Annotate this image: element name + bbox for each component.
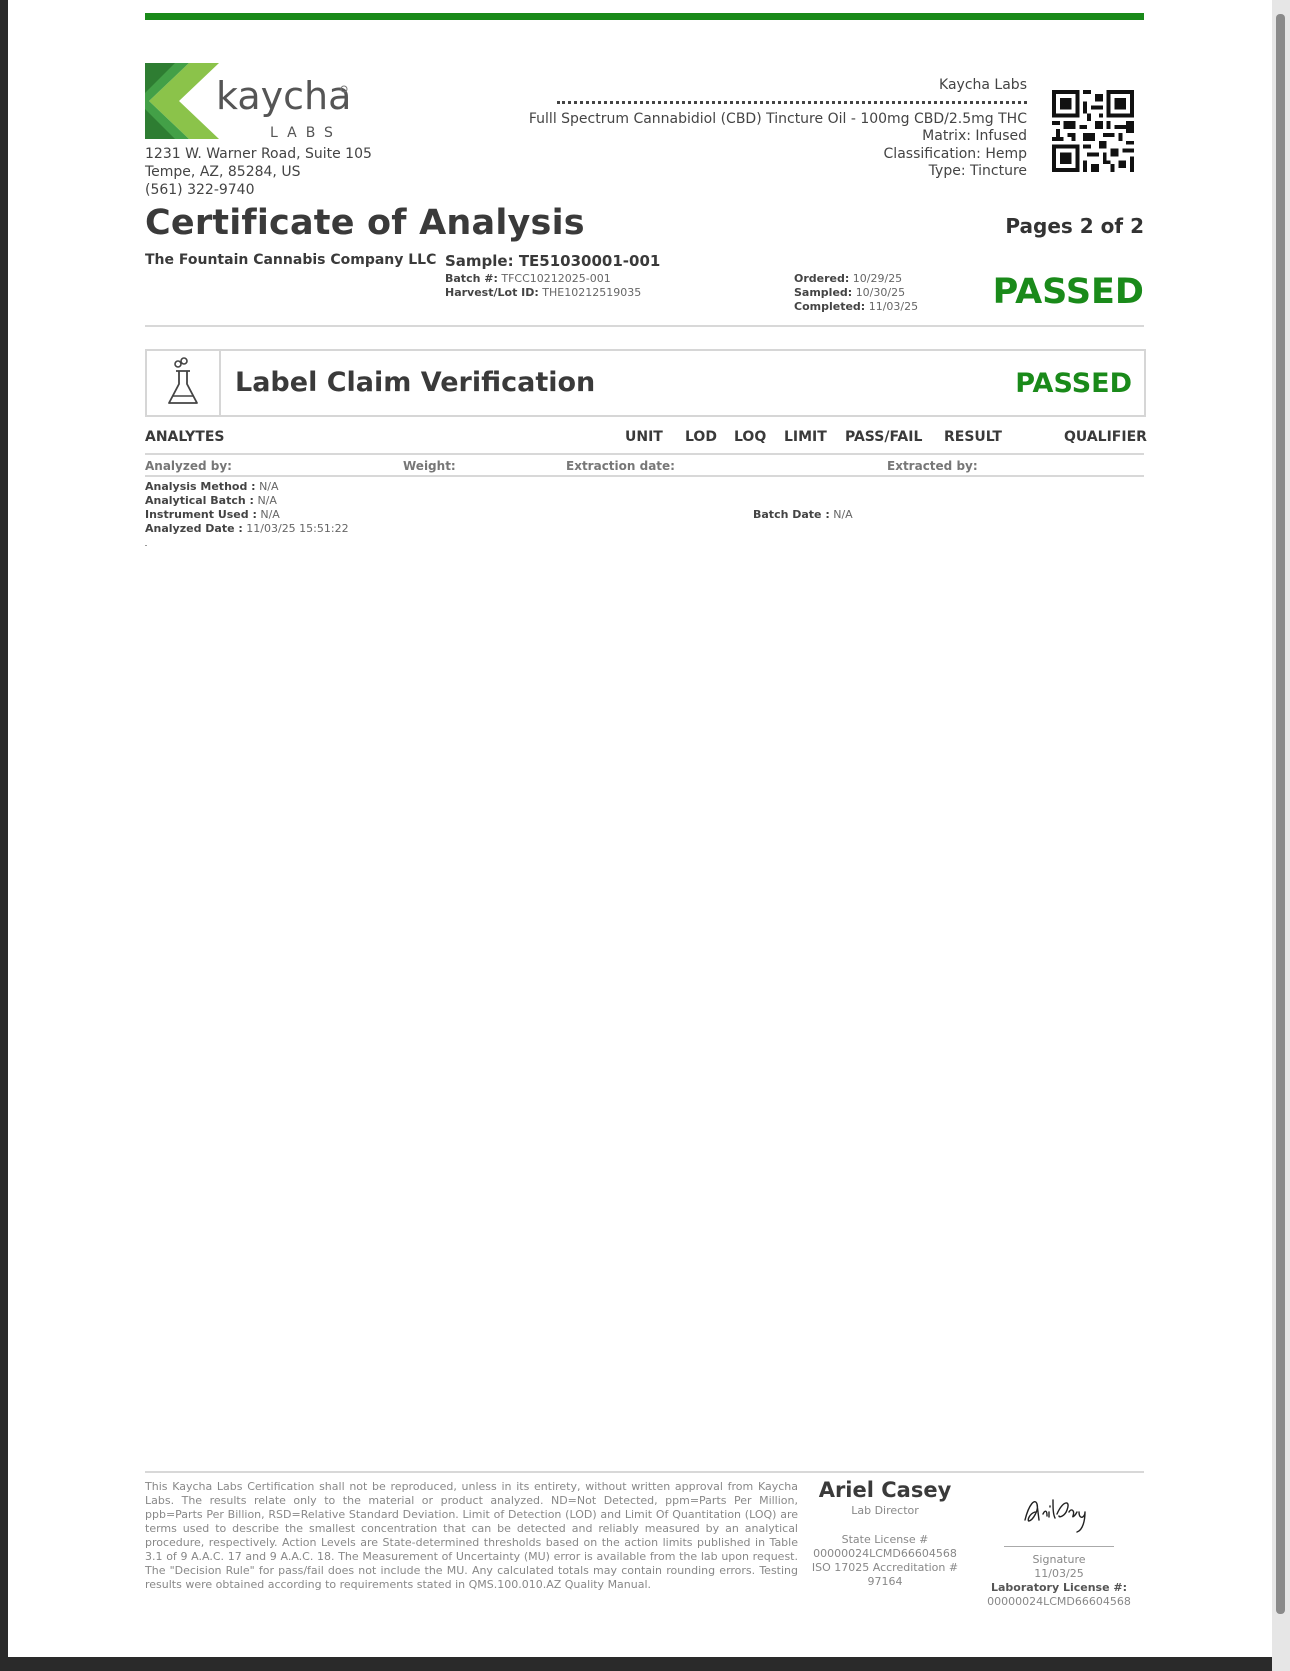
meta-divider	[145, 475, 1144, 477]
analysis-method-label: Analysis Method :	[145, 480, 256, 493]
iso-value: 97164	[867, 1575, 903, 1588]
sampled-value: 10/30/25	[855, 286, 906, 299]
date-info	[794, 272, 918, 314]
analyzed-by-label: Analyzed by:	[145, 459, 232, 473]
extraction-date-label: Extraction date:	[566, 459, 675, 473]
lab-phone: (561) 322-9740	[145, 182, 255, 198]
analyzed-date-value: 11/03/25 15:51:22	[246, 522, 349, 535]
batch-date	[753, 508, 853, 522]
state-license-value: 00000024LCMD66604568	[813, 1547, 957, 1560]
signature-label: Signature	[1032, 1553, 1086, 1566]
product-type: Type: Tincture	[928, 163, 1027, 179]
footer-divider	[145, 1471, 1144, 1473]
signature-date: 11/03/25	[1034, 1567, 1084, 1580]
product-matrix: Matrix: Infused	[922, 128, 1027, 144]
extracted-by-label: Extracted by:	[887, 459, 978, 473]
lab-address	[145, 145, 372, 199]
harvest-label: Harvest/Lot ID:	[445, 286, 539, 299]
instrument-value: N/A	[260, 508, 280, 521]
col-lod: LOD	[685, 429, 717, 445]
overall-status-badge: PASSED	[992, 272, 1144, 312]
disclaimer-text: This Kaycha Labs Certification shall not be reproduced, unless in its entirety, without written approval from Kaycha Labs. The results relate only to the material or product analyzed. ND=Not Detected, ppm=Parts Per Million, ppb=Parts Per Billion, RSD=Relative Standard Deviation. Limit of Detection (LOD) and Limit Of Quantitation (LOQ) are terms used to describe the smallest concentration that can be detected and reliably measured by an analytical procedure, respectively. Action Levels are State-determined thresholds based on the action limits published in Table 3.1 of 9 A.A.C. 17 and 9 A.A.C. 18. The Measurement of Uncertainty (MU) error is available from the lab upon request. The "Decision Rule" for pass/fail does not include the MU. Any calculated totals may contain rounding errors. Testing results were obtained according to requirements stated in QMS.100.010.AZ Quality Manual.	[145, 1480, 798, 1591]
qr-code[interactable]	[1052, 90, 1134, 176]
ordered-label: Ordered:	[794, 272, 850, 285]
batch-label: Batch #:	[445, 272, 498, 285]
analytical-batch-label: Analytical Batch :	[145, 494, 254, 507]
batch-date-value: N/A	[833, 508, 853, 521]
client-name: The Fountain Cannabis Company LLC	[145, 252, 437, 268]
page-title: Certificate of Analysis	[145, 203, 585, 243]
state-license-label: State License #	[841, 1533, 929, 1546]
product-classification: Classification: Hemp	[883, 145, 1027, 162]
logo-sub: LABS	[270, 125, 342, 139]
section-status-badge: PASSED	[1015, 368, 1132, 399]
lab-director-block	[803, 1478, 967, 1589]
completed-label: Completed:	[794, 300, 866, 313]
director-name: Ariel Casey	[818, 1478, 952, 1502]
col-qualifier: QUALIFIER	[1064, 429, 1147, 445]
product-name: Fulll Spectrum Cannabidiol (CBD) Tincture Oil - 100mg CBD/2.5mg THC	[528, 110, 1027, 127]
harvest-value: THE10212519035	[542, 286, 642, 299]
signature-line	[1004, 1546, 1114, 1547]
scrollbar-thumb[interactable]	[1276, 14, 1285, 1614]
product-info	[529, 77, 1027, 181]
address-line-1: 1231 W. Warner Road, Suite 105	[145, 146, 372, 162]
analytical-batch-value: N/A	[257, 494, 277, 507]
empty-table-mark	[145, 545, 147, 546]
director-licenses	[803, 1533, 967, 1589]
address-line-2: Tempe, AZ, 85284, US	[145, 164, 301, 180]
analyzed-date-label: Analyzed Date :	[145, 522, 243, 535]
col-result: RESULT	[944, 429, 1002, 445]
col-limit: LIMIT	[784, 429, 827, 445]
top-accent-bar	[145, 13, 1144, 20]
iso-label: ISO 17025 Accreditation #	[811, 1561, 959, 1574]
sampled-label: Sampled:	[794, 286, 853, 299]
col-analytes: ANALYTES	[145, 429, 225, 445]
analysis-details	[145, 480, 349, 536]
divider	[145, 325, 1144, 327]
flask-icon	[147, 351, 221, 415]
batch-info	[445, 272, 641, 300]
weight-label: Weight:	[403, 459, 456, 473]
signature-block	[985, 1490, 1133, 1609]
batch-value: TFCC10212025-001	[501, 272, 611, 285]
lab-license-value: 00000024LCMD66604568	[987, 1595, 1131, 1608]
col-unit: UNIT	[625, 429, 663, 445]
dotted-divider	[557, 101, 1027, 104]
analysis-method-value: N/A	[259, 480, 279, 493]
label-claim-section-header	[145, 349, 1146, 417]
col-pass-fail: PASS/FAIL	[845, 429, 923, 445]
sample-id: Sample: TE51030001-001	[445, 252, 661, 270]
instrument-label: Instrument Used :	[145, 508, 257, 521]
table-header-divider	[145, 453, 1144, 455]
completed-value: 11/03/25	[868, 300, 919, 313]
page-count: Pages 2 of 2	[1005, 214, 1144, 238]
product-lab-name: Kaycha Labs	[939, 77, 1027, 93]
col-loq: LOQ	[734, 429, 767, 445]
director-role: Lab Director	[851, 1504, 919, 1517]
logo-wordmark: kaycha	[216, 74, 352, 118]
kaycha-logo	[145, 63, 355, 143]
ordered-value: 10/29/25	[852, 272, 903, 285]
signature-image	[1019, 1490, 1099, 1536]
batch-date-label: Batch Date :	[753, 508, 830, 521]
section-title: Label Claim Verification	[235, 367, 596, 398]
certificate-page	[8, 0, 1272, 1657]
lab-license-label: Laboratory License #:	[991, 1581, 1127, 1594]
